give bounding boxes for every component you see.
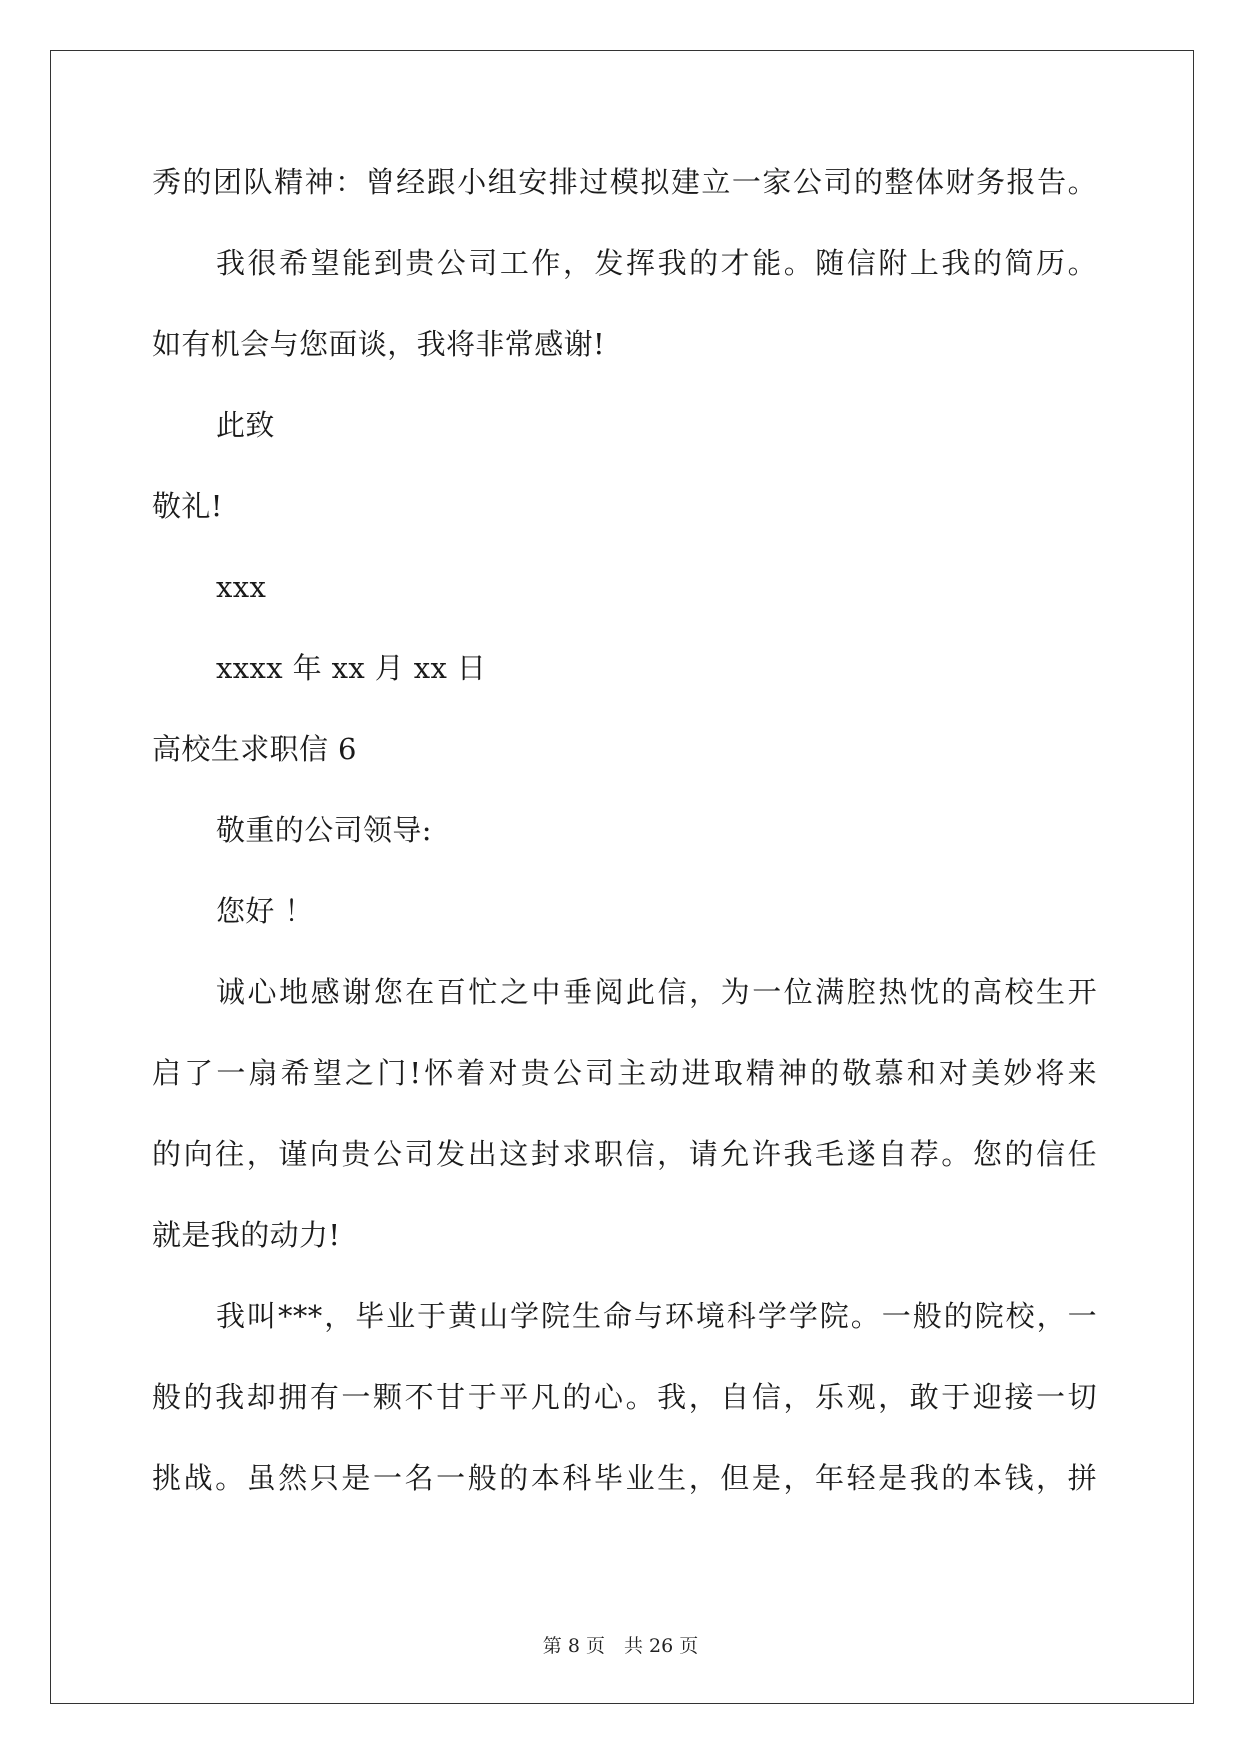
- salutation-closing: 敬礼!: [152, 489, 223, 523]
- page-border: [50, 50, 1194, 1704]
- text-line: 秀的团队精神：曾经跟小组安排过模拟建立一家公司的整体财务报告。: [152, 165, 1097, 199]
- letter-greeting: 敬重的公司领导:: [216, 813, 432, 847]
- letter-hello: 您好 ！: [216, 894, 314, 928]
- section-title: 高校生求职信 6: [152, 732, 357, 766]
- text-line: 我叫***，毕业于黄山学院生命与环境科学学院。一般的院校，一: [216, 1299, 1097, 1333]
- text-line: 我很希望能到贵公司工作，发挥我的才能。随信附上我的简历。: [216, 246, 1097, 280]
- page-number-footer: 第 8 页 共 26 页: [542, 1635, 699, 1657]
- signature-date: xxxx 年 xx 月 xx 日: [216, 651, 487, 685]
- text-line: 如有机会与您面谈，我将非常感谢!: [152, 327, 606, 361]
- signature-name: xxx: [216, 570, 267, 604]
- text-line: 的向往，谨向贵公司发出这封求职信，请允许我毛遂自荐。您的信任: [152, 1137, 1097, 1171]
- text-line: 诚心地感谢您在百忙之中垂阅此信，为一位满腔热忱的高校生开: [216, 975, 1097, 1009]
- closing-phrase: 此致: [216, 408, 275, 442]
- text-line: 就是我的动力!: [152, 1218, 341, 1252]
- text-line: 挑战。虽然只是一名一般的本科毕业生，但是，年轻是我的本钱，拼: [152, 1461, 1097, 1495]
- text-line: 般的我却拥有一颗不甘于平凡的心。我，自信，乐观，敢于迎接一切: [152, 1380, 1097, 1414]
- text-line: 启了一扇希望之门!怀着对贵公司主动进取精神的敬慕和对美妙将来: [152, 1056, 1097, 1090]
